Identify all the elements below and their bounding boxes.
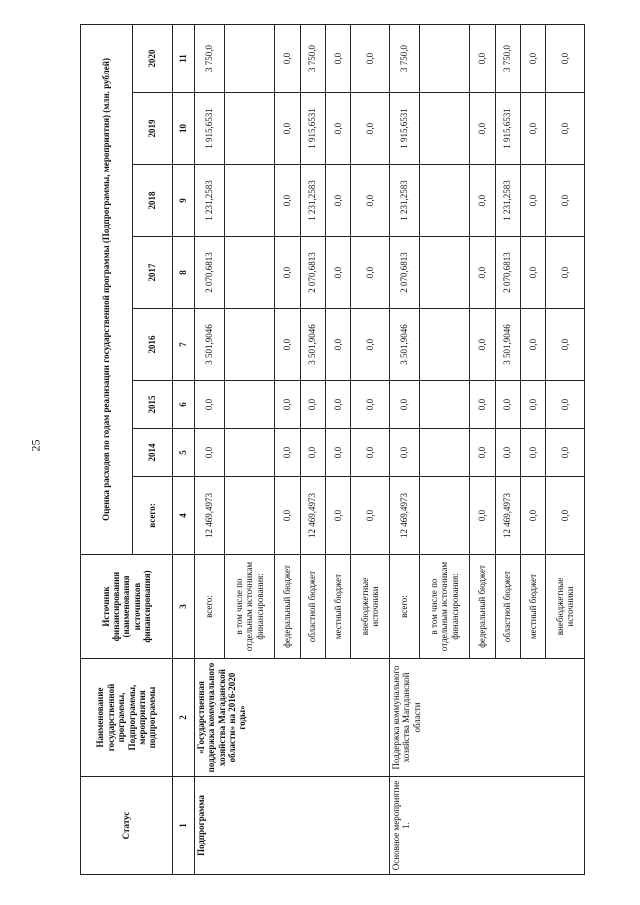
value-cell: 12 469,4973 [389, 477, 419, 555]
value-cell [419, 477, 469, 555]
value-cell: 0,0 [325, 93, 350, 165]
value-cell: 0,0 [389, 381, 419, 429]
source-cell: в том числе по отдельным источникам финансирования: [419, 555, 469, 659]
value-cell: 0,0 [495, 429, 520, 477]
value-cell: 0,0 [350, 381, 389, 429]
source-cell: внебюджетные источники [545, 555, 584, 659]
value-cell: 0,0 [520, 237, 545, 309]
value-cell [224, 477, 274, 555]
source-cell: областной бюджет [300, 555, 325, 659]
value-cell [419, 309, 469, 381]
value-cell: 12 469,4973 [195, 477, 225, 555]
value-cell: 0,0 [350, 93, 389, 165]
source-cell: федеральный бюджет [470, 555, 495, 659]
value-cell: 0,0 [350, 309, 389, 381]
page-number: 25 [28, 439, 43, 452]
value-cell: 0,0 [350, 429, 389, 477]
value-cell: 0,0 [275, 165, 300, 237]
column-index-4: 4 [173, 477, 195, 555]
value-cell: 0,0 [545, 381, 584, 429]
value-cell: 0,0 [545, 429, 584, 477]
value-cell: 1 231,2583 [495, 165, 520, 237]
value-cell: 0,0 [520, 381, 545, 429]
value-cell: 0,0 [470, 24, 495, 92]
value-cell: 0,0 [325, 381, 350, 429]
value-cell: 1 915,6531 [195, 93, 225, 165]
year-header-2: 2015 [133, 381, 173, 429]
header-source: Источник финансирования (наименования источников финансирования) [81, 555, 173, 659]
value-cell: 1 915,6531 [495, 93, 520, 165]
value-cell: 0,0 [470, 165, 495, 237]
value-cell [419, 237, 469, 309]
column-index-9: 9 [173, 165, 195, 237]
value-cell: 0,0 [470, 309, 495, 381]
status-cell: Основное мероприятие 1. [389, 777, 584, 875]
value-cell: 0,0 [520, 24, 545, 92]
value-cell [224, 93, 274, 165]
value-cell: 0,0 [275, 24, 300, 92]
value-cell: 0,0 [350, 24, 389, 92]
value-cell: 0,0 [275, 381, 300, 429]
value-cell: 3 750,0 [495, 24, 520, 92]
value-cell: 0,0 [350, 165, 389, 237]
value-cell: 3 750,0 [300, 24, 325, 92]
header-status: Статус [81, 777, 173, 875]
year-header-1: 2014 [133, 429, 173, 477]
value-cell: 0,0 [520, 93, 545, 165]
year-header-6: 2019 [133, 93, 173, 165]
value-cell: 0,0 [545, 93, 584, 165]
value-cell: 0,0 [545, 309, 584, 381]
value-cell: 0,0 [520, 477, 545, 555]
value-cell [419, 165, 469, 237]
value-cell: 0,0 [545, 237, 584, 309]
value-cell: 0,0 [325, 237, 350, 309]
value-cell: 3 750,0 [389, 24, 419, 92]
value-cell: 0,0 [470, 93, 495, 165]
value-cell: 2 070,6813 [495, 237, 520, 309]
value-cell: 0,0 [275, 477, 300, 555]
value-cell: 0,0 [389, 429, 419, 477]
value-cell: 0,0 [520, 429, 545, 477]
value-cell: 0,0 [300, 429, 325, 477]
source-cell: всего: [195, 555, 225, 659]
value-cell: 0,0 [470, 237, 495, 309]
name-cell: Поддержка коммунального хозяйства Магаданской области [389, 659, 584, 777]
column-index-3: 3 [173, 555, 195, 659]
value-cell: 0,0 [495, 381, 520, 429]
value-cell: 3 750,0 [195, 24, 225, 92]
value-cell: 2 070,6813 [300, 237, 325, 309]
value-cell: 0,0 [325, 309, 350, 381]
column-index-11: 11 [173, 24, 195, 92]
status-cell: Подпрограмма [195, 777, 390, 875]
value-cell: 2 070,6813 [389, 237, 419, 309]
value-cell: 0,0 [195, 381, 225, 429]
value-cell [419, 24, 469, 92]
value-cell: 0,0 [520, 309, 545, 381]
column-index-8: 8 [173, 237, 195, 309]
value-cell [224, 237, 274, 309]
name-cell: «Государственная поддержка коммунального хозяйства Магаданской области» на 2016-2020 годы» [195, 659, 390, 777]
source-cell: местный бюджет [520, 555, 545, 659]
table-body [195, 24, 585, 874]
year-header-4: 2017 [133, 237, 173, 309]
value-cell: 0,0 [275, 429, 300, 477]
year-header-7: 2020 [133, 24, 173, 92]
source-cell: областной бюджет [495, 555, 520, 659]
column-index-10: 10 [173, 93, 195, 165]
value-cell: 0,0 [325, 429, 350, 477]
value-cell [224, 24, 274, 92]
table-row [195, 24, 225, 874]
value-cell: 3 501,9046 [389, 309, 419, 381]
value-cell [224, 165, 274, 237]
value-cell: 3 501,9046 [495, 309, 520, 381]
value-cell: 0,0 [545, 477, 584, 555]
source-cell: федеральный бюджет [275, 555, 300, 659]
value-cell: 2 070,6813 [195, 237, 225, 309]
value-cell: 3 501,9046 [300, 309, 325, 381]
source-cell: внебюджетные источники [350, 555, 389, 659]
value-cell: 1 915,6531 [389, 93, 419, 165]
value-cell: 1 231,2583 [300, 165, 325, 237]
value-cell: 3 501,9046 [195, 309, 225, 381]
column-index-5: 5 [173, 429, 195, 477]
header-name: Наименование государственной программы, Подпрограммы, мероприятия подпрограммы [81, 659, 173, 777]
value-cell: 1 231,2583 [389, 165, 419, 237]
value-cell [419, 93, 469, 165]
column-index-1: 1 [173, 777, 195, 875]
header-estimate: Оценка расходов по годам реализации государственной программы (Подпрограммы, мероприятия) (млн. рублей) [81, 24, 133, 554]
value-cell [419, 429, 469, 477]
value-cell: 0,0 [545, 24, 584, 92]
value-cell: 0,0 [350, 477, 389, 555]
value-cell: 1 915,6531 [300, 93, 325, 165]
value-cell: 0,0 [325, 165, 350, 237]
value-cell: 1 231,2583 [195, 165, 225, 237]
value-cell: 0,0 [470, 477, 495, 555]
value-cell: 0,0 [520, 165, 545, 237]
value-cell: 0,0 [545, 165, 584, 237]
value-cell: 12 469,4973 [495, 477, 520, 555]
value-cell: 0,0 [470, 429, 495, 477]
budget-table [80, 24, 585, 875]
value-cell: 0,0 [275, 309, 300, 381]
year-header-5: 2018 [133, 165, 173, 237]
value-cell: 0,0 [470, 381, 495, 429]
value-cell [224, 381, 274, 429]
value-cell [419, 381, 469, 429]
value-cell: 0,0 [325, 24, 350, 92]
column-index-7: 7 [173, 309, 195, 381]
source-cell: в том числе по отдельным источникам финансирования: [224, 555, 274, 659]
year-header-0: всего: [133, 477, 173, 555]
column-index-2: 2 [173, 659, 195, 777]
index-row [173, 24, 195, 874]
source-cell: всего: [389, 555, 419, 659]
value-cell: 0,0 [325, 477, 350, 555]
column-index-6: 6 [173, 381, 195, 429]
value-cell: 0,0 [275, 93, 300, 165]
value-cell: 0,0 [350, 237, 389, 309]
value-cell: 0,0 [275, 237, 300, 309]
value-cell [224, 309, 274, 381]
value-cell: 12 469,4973 [300, 477, 325, 555]
value-cell [224, 429, 274, 477]
rotated-table-wrapper [80, 25, 585, 875]
table-row [389, 24, 419, 874]
source-cell: местный бюджет [325, 555, 350, 659]
value-cell: 0,0 [300, 381, 325, 429]
year-header-3: 2016 [133, 309, 173, 381]
value-cell: 0,0 [195, 429, 225, 477]
